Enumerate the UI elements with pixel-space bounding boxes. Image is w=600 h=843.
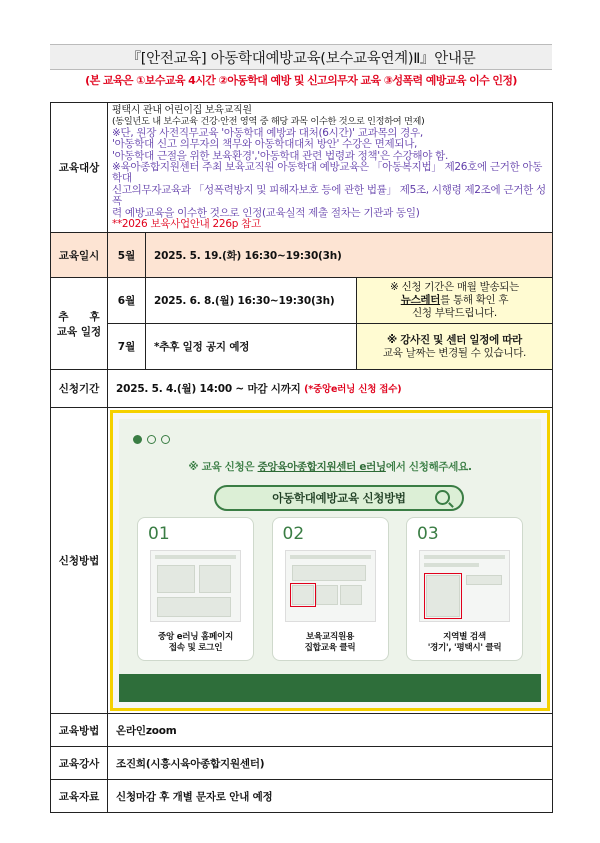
note2-line-b: 교육 날짜는 변경될 수 있습니다. — [382, 346, 527, 359]
instructor-value: 조진희(시흥시육아종합지원센터) — [108, 747, 553, 780]
method-headline — [119, 459, 541, 474]
note1-line-a: ※ 신청 기간은 매월 발송되는 — [390, 281, 519, 294]
shot-box — [340, 585, 362, 605]
shot-box — [466, 575, 502, 585]
dot-icon — [147, 435, 156, 444]
step-card — [272, 517, 389, 661]
shot-bar — [290, 555, 371, 559]
newsletter-link: 뉴스레터 — [400, 294, 441, 307]
step-card — [406, 517, 523, 661]
step-number: 02 — [282, 524, 305, 545]
label-instructor: 교육강사 — [51, 747, 108, 780]
step-caption — [138, 632, 253, 654]
method-pill — [214, 485, 464, 511]
period-text: 2025. 5. 4.(월) 14:00 ~ 마감 시까지 — [116, 383, 305, 396]
label-period: 신청기간 — [51, 370, 108, 408]
step-number: 03 — [417, 524, 439, 545]
method-image-frame — [110, 410, 550, 711]
shot-bar — [424, 563, 479, 567]
dot-icon — [161, 435, 170, 444]
step-caption — [407, 632, 522, 654]
highlight-box — [290, 583, 316, 607]
label-method: 신청방법 — [51, 408, 108, 714]
target-line3: ※단, 원장 사전직무교육 '아동학대 예방과 대처(6시간)' 교과목의 경우, — [112, 126, 423, 139]
target-line5: '아동학대 근절을 위한 보육환경','아동학대 관련 법령과 정책'은 수강해야 함. — [112, 149, 449, 162]
headline-a: ※ 교육 신청은 — [188, 461, 258, 474]
steps — [137, 517, 523, 661]
method-image — [119, 419, 541, 702]
step-caption — [273, 632, 388, 654]
followup-month-2: 7월 — [108, 324, 146, 370]
mode-value: 온라인zoom — [108, 714, 553, 747]
headline-c: 에서 신청해주세요. — [385, 461, 472, 474]
row-mode — [51, 714, 553, 747]
pill-label: 아동학대예방교육 신청방법 — [272, 491, 406, 506]
method-image-cell — [108, 408, 553, 714]
note1-line-c: 를 통해 확인 후 — [440, 294, 509, 307]
row-period — [51, 370, 553, 408]
label-followup-line2: 교육 일정 — [56, 325, 102, 338]
material-value: 신청마감 후 개별 문자로 안내 예정 — [108, 780, 553, 813]
row-target — [51, 103, 553, 233]
note2-line-a: ※ 강사진 및 센터 일정에 따라 — [387, 333, 522, 346]
target-line9: **2026 보육사업안내 226p 참고 — [112, 218, 261, 231]
step-caption-2: 접속 및 로그인 — [168, 643, 223, 654]
target-line7: 신고의무자교육과 「성폭력방지 및 피해자보호 등에 관한 법률」 제5조, 시행령 제2조에 근거한 성폭 — [112, 183, 546, 208]
search-icon — [435, 490, 450, 505]
window-dots — [133, 435, 170, 444]
target-line6: ※육아종합지원센터 주최 보육교직원 아동학대 예방교육은 「아동복지법」 제26호에 근거한 아동학대 — [112, 161, 543, 185]
step-caption-2: '경기', '평택시' 클릭 — [427, 643, 502, 654]
followup-value-2: *추후 일정 공지 예정 — [146, 324, 357, 370]
date-value: 2025. 5. 19.(화) 16:30~19:30(3h) — [146, 233, 553, 278]
shot-box — [157, 597, 231, 617]
followup-note-2 — [357, 324, 553, 370]
target-content — [108, 103, 553, 233]
step-screenshot — [419, 550, 510, 622]
target-line2: (동일년도 내 보수교육 건강·안전 영역 중 해당 과목 이수한 것으로 인정하여 면제) — [112, 116, 425, 128]
step-caption-1: 보육교직원용 — [306, 632, 355, 643]
shot-box — [316, 585, 338, 605]
label-mode: 교육방법 — [51, 714, 108, 747]
step-card — [137, 517, 254, 661]
period-note: (*중앙e러닝 신청 접수) — [304, 384, 402, 396]
highlight-box — [424, 573, 462, 619]
image-bottom-strip — [119, 674, 541, 702]
date-month: 5월 — [108, 233, 146, 278]
shot-box — [157, 565, 195, 593]
shot-bar — [424, 555, 505, 559]
step-screenshot — [150, 550, 241, 622]
label-date: 교육일시 — [51, 233, 108, 278]
shot-bar — [155, 555, 236, 559]
step-screenshot — [285, 550, 376, 622]
headline-b: 중앙육아종합지원센터 e러닝 — [257, 461, 386, 474]
row-followup-1 — [51, 278, 553, 324]
info-table — [50, 102, 553, 813]
label-target: 교육대상 — [51, 103, 108, 233]
label-material: 교육자료 — [51, 780, 108, 813]
page-subtitle: (본 교육은 ①보수교육 4시간 ②아동학대 예방 및 신고의무자 교육 ③성폭력 예방교육 이수 인정) — [85, 74, 517, 87]
dot-icon — [133, 435, 142, 444]
followup-month-1: 6월 — [108, 278, 146, 324]
row-method — [51, 408, 553, 714]
label-followup-line1: 추 후 — [58, 310, 100, 323]
step-caption-1: 지역별 검색 — [443, 632, 486, 643]
label-followup — [51, 278, 108, 370]
row-material — [51, 780, 553, 813]
page-title: 『[안전교육] 아동학대예방교육(보수교육연계)Ⅱ』안내문 — [50, 44, 552, 70]
step-number: 01 — [148, 524, 170, 545]
target-line8: 력 예방교육을 이수한 것으로 인정(교육실적 제출 절차는 기관과 동일) — [112, 206, 420, 219]
target-line1: 평택시 관내 어린이집 보육교직원 — [112, 105, 252, 116]
period-value — [108, 370, 553, 408]
row-followup-2 — [51, 324, 553, 370]
row-date — [51, 233, 553, 278]
step-caption-1: 중앙 e러닝 홈페이지 — [158, 632, 233, 643]
target-line4: '아동학대 신고 의무자의 책무와 아동학대대처 방안' 수강은 면제되나, — [112, 138, 418, 151]
shot-box — [199, 565, 231, 593]
row-instructor — [51, 747, 553, 780]
note1-line-d: 신청 부탁드립니다. — [412, 307, 497, 320]
followup-note-1 — [357, 278, 553, 324]
followup-value-1: 2025. 6. 8.(월) 16:30~19:30(3h) — [146, 278, 357, 324]
shot-box — [292, 565, 366, 581]
step-caption-2: 집합교육 클릭 — [304, 643, 356, 654]
